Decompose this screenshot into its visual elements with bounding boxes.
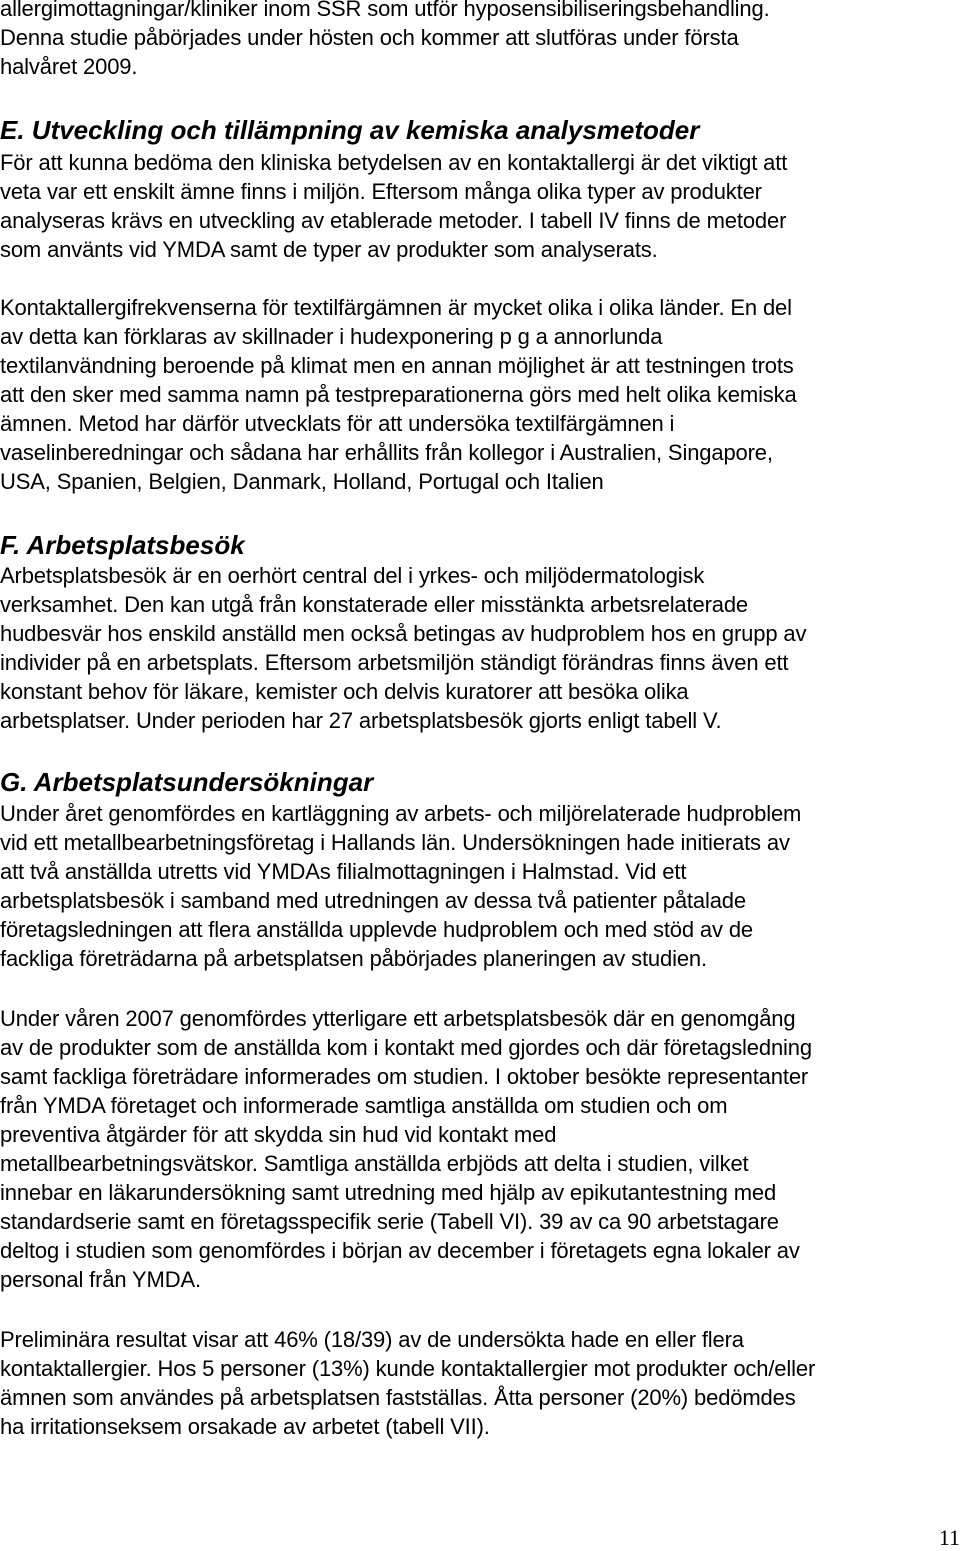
section-g-p2-line-3: samt fackliga företrädare informerades om studien. I oktober besökte representanter xyxy=(0,1064,809,1089)
page-number: 11 xyxy=(938,1525,960,1550)
section-g-p3-line-2: kontaktallergier. Hos 5 personer (13%) kunde kontaktallergier mot produkter och/eller xyxy=(0,1356,816,1381)
section-e-p1-line-3: analyseras krävs en utveckling av etablerade metoder. I tabell IV finns de metoder xyxy=(0,208,787,233)
section-g-p2-line-9: deltog i studien som genomfördes i början av december i företagets egna lokaler av xyxy=(0,1238,800,1263)
section-e-p1-line-1: För att kunna bedöma den kliniska betydelsen av en kontaktallergi är det viktigt att xyxy=(0,150,788,175)
section-g-heading: G. Arbetsplatsundersökningar xyxy=(0,767,374,797)
section-g-p1-line-1: Under året genomfördes en kartläggning av arbets- och miljörelaterade hudproblem xyxy=(0,801,802,826)
section-e-p2-line-4: att den sker med samma namn på testpreparationerna görs med helt olika kemiska xyxy=(0,382,797,407)
section-g-p2-line-8: standardserie samt en företagsspecifik serie (Tabell VI). 39 av ca 90 arbetstagare xyxy=(0,1209,779,1234)
section-f-p1-line-6: arbetsplatser. Under perioden har 27 arbetsplatsbesök gjorts enligt tabell V. xyxy=(0,708,722,733)
section-g-p3-line-3: ämnen som användes på arbetsplatsen fastställas. Åtta personer (20%) bedömdes xyxy=(0,1385,796,1410)
section-e-p1-line-4: som använts vid YMDA samt de typer av produkter som analyserats. xyxy=(0,237,658,262)
section-e-p2-line-5: ämnen. Metod har därför utvecklats för att undersöka textilfärgämnen i xyxy=(0,411,675,436)
section-e-p2-line-1: Kontaktallergifrekvenserna för textilfärgämnen är mycket olika i olika länder. En del xyxy=(0,295,792,320)
section-f-p1-line-3: hudbesvär hos enskild anställd men också betingas av hudproblem hos en grupp av xyxy=(0,621,807,646)
section-g-p1-line-3: att två anställda utretts vid YMDAs filialmottagningen i Halmstad. Vid ett xyxy=(0,859,687,884)
section-g-p2-line-7: innebar en läkarundersökning samt utredning med hjälp av epikutantestning med xyxy=(0,1180,777,1205)
section-e-p2-line-2: av detta kan förklaras av skillnader i hudexponering p g a annorlunda xyxy=(0,324,663,349)
section-f-p1-line-4: individer på en arbetsplats. Eftersom arbetsmiljön ständigt förändras finns även ett xyxy=(0,650,789,675)
section-f-p1-line-2: verksamhet. Den kan utgå från konstaterade eller misstänkta arbetsrelaterade xyxy=(0,592,748,617)
section-g-p2-line-2: av de produkter som de anställda kom i kontakt med gjordes och där företagsledning xyxy=(0,1035,812,1060)
section-e-p1-line-2: veta var ett enskilt ämne finns i miljön. Eftersom många olika typer av produkter xyxy=(0,179,762,204)
section-g-p1-line-4: arbetsplatsbesök i samband med utredningen av dessa två patienter påtalade xyxy=(0,888,746,913)
section-f-p1-line-5: konstant behov för läkare, kemister och delvis kuratorer att besöka olika xyxy=(0,679,689,704)
intro-line-1: allergimottagningar/kliniker inom SSR som utför hyposensibiliseringsbehandling. xyxy=(0,0,770,21)
intro-line-2: Denna studie påbörjades under hösten och kommer att slutföras under första xyxy=(0,25,739,50)
section-g-p2-line-4: från YMDA företaget och informerade samtliga anställda om studien och om xyxy=(0,1093,728,1118)
section-f-heading: F. Arbetsplatsbesök xyxy=(0,530,245,560)
section-g-p3-line-1: Preliminära resultat visar att 46% (18/39) av de undersökta hade en eller flera xyxy=(0,1327,744,1352)
section-g-p1-line-6: fackliga företrädarna på arbetsplatsen påbörjades planeringen av studien. xyxy=(0,946,707,971)
section-g-p2-line-5: preventiva åtgärder för att skydda sin hud vid kontakt med xyxy=(0,1122,557,1147)
section-e-p2-line-6: vaselinberedningar och sådana har erhållits från kollegor i Australien, Singapore, xyxy=(0,440,773,465)
section-e-p2-line-3: textilanvändning beroende på klimat men en annan möjlighet är att testningen trots xyxy=(0,353,794,378)
section-f-p1-line-1: Arbetsplatsbesök är en oerhört central del i yrkes- och miljödermatologisk xyxy=(0,563,705,588)
section-g-p2-line-6: metallbearbetningsvätskor. Samtliga anställda erbjöds att delta i studien, vilket xyxy=(0,1151,749,1176)
section-g-p2-line-1: Under våren 2007 genomfördes ytterligare ett arbetsplatsbesök där en genomgång xyxy=(0,1006,796,1031)
section-e-heading: E. Utveckling och tillämpning av kemiska analysmetoder xyxy=(0,115,700,145)
section-e-p2-line-7: USA, Spanien, Belgien, Danmark, Holland, Portugal och Italien xyxy=(0,469,604,494)
intro-line-3: halvåret 2009. xyxy=(0,54,138,79)
section-g-p3-line-4: ha irritationseksem orsakade av arbetet (tabell VII). xyxy=(0,1414,490,1439)
section-g-p1-line-5: företagsledningen att flera anställda upplevde hudproblem och med stöd av de xyxy=(0,917,754,942)
section-g-p1-line-2: vid ett metallbearbetningsföretag i Hallands län. Undersökningen hade initierats av xyxy=(0,830,790,855)
section-g-p2-line-10: personal från YMDA. xyxy=(0,1267,201,1292)
